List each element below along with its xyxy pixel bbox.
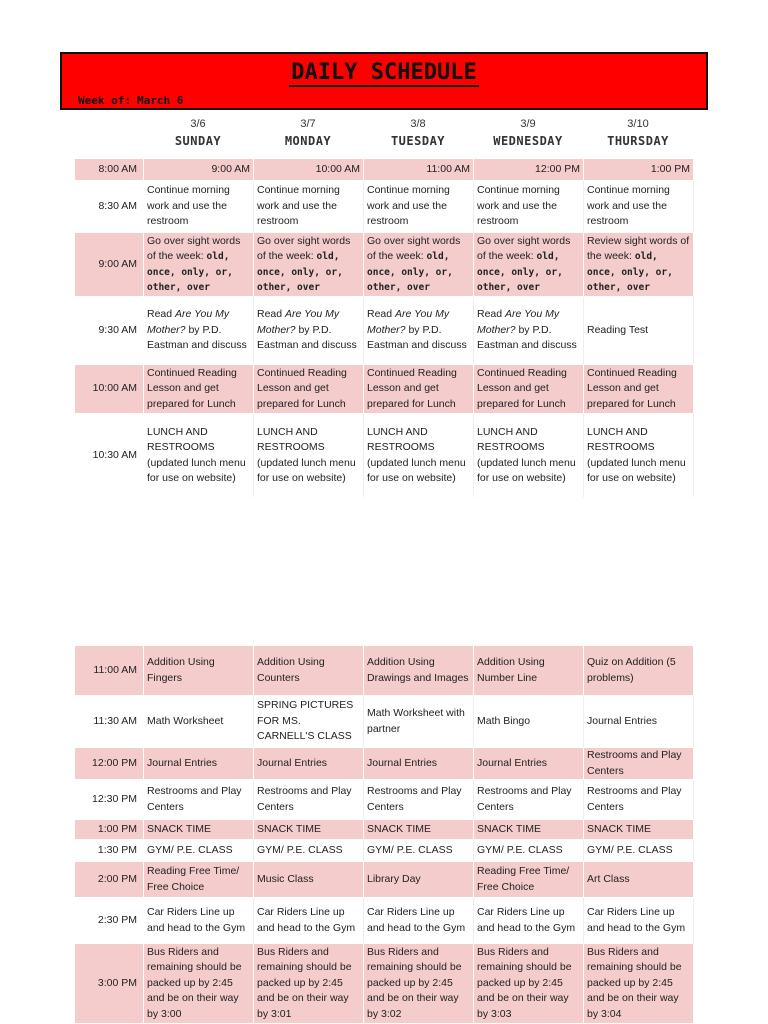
- week-of: [78, 94, 183, 107]
- activity-text: by P.D. Eastman and discuss: [147, 323, 247, 352]
- day-column-header: 3/7 MONDAY: [284, 118, 332, 148]
- time-cell: 12:30 PM: [75, 780, 144, 820]
- activity-cell: Car Riders Line up and head to the Gym: [144, 898, 254, 944]
- activity-cell: Restrooms and Play Centers: [584, 780, 694, 820]
- activity-cell: [474, 297, 584, 365]
- activity-cell: Car Riders Line up and head to the Gym: [364, 898, 474, 944]
- week-of-label: Week of:: [78, 94, 131, 107]
- book-title: Are You My Mother?: [367, 308, 450, 336]
- activity-text: by P.D. Eastman and discuss: [367, 323, 467, 352]
- table-row: [75, 365, 694, 414]
- table-row: [75, 646, 694, 696]
- activity-cell: SPRING PICTURES FOR MS. CARNELL'S CLASS: [254, 696, 364, 748]
- activity-cell: SNACK TIME: [364, 820, 474, 840]
- activity-text: Go over sight words of the week:: [257, 234, 351, 262]
- activity-cell: Journal Entries: [584, 696, 694, 748]
- activity-cell: Bus Riders and remaining should be packed up by 2:45 and be on their way by 3:04: [584, 944, 694, 1024]
- activity-cell: Bus Riders and remaining should be packed up by 2:45 and be on their way by 3:03: [474, 944, 584, 1024]
- time-cell: 9:30 AM: [75, 297, 144, 365]
- activity-cell: Quiz on Addition (5 problems): [584, 646, 694, 696]
- activity-cell: Bus Riders and remaining should be packed up by 2:45 and be on their way by 3:02: [364, 944, 474, 1024]
- table-row: [75, 748, 694, 780]
- time-header-cell: 11:00 AM: [364, 159, 474, 181]
- time-header-cell: 8:00 AM: [75, 159, 144, 181]
- activity-cell: [364, 233, 474, 297]
- activity-cell: LUNCH AND RESTROOMS (updated lunch menu for use on website): [144, 414, 254, 498]
- time-header-row: [75, 159, 694, 181]
- activity-cell: Restrooms and Play Centers: [364, 780, 474, 820]
- activity-cell: Continue morning work and use the restroom: [254, 181, 364, 233]
- sight-words: old, once, only, or, other, over: [587, 251, 673, 293]
- table-row: [75, 181, 694, 233]
- time-cell: 11:30 AM: [75, 696, 144, 748]
- activity-cell: Continued Reading Lesson and get prepared for Lunch: [584, 365, 694, 414]
- activity-text: Read: [257, 308, 283, 321]
- book-title: Are You My Mother?: [147, 308, 230, 336]
- activity-cell: Car Riders Line up and head to the Gym: [254, 898, 364, 944]
- activity-cell: SNACK TIME: [144, 820, 254, 840]
- activity-cell: Restrooms and Play Centers: [144, 780, 254, 820]
- table-row: [75, 233, 694, 297]
- time-cell: 10:30 AM: [75, 414, 144, 498]
- book-title: Are You My Mother?: [257, 308, 340, 336]
- activity-text: Read: [477, 308, 503, 321]
- activity-cell: [364, 297, 474, 365]
- activity-cell: SNACK TIME: [584, 820, 694, 840]
- time-cell: 1:00 PM: [75, 820, 144, 840]
- activity-cell: Journal Entries: [364, 748, 474, 780]
- time-cell: 10:00 AM: [75, 365, 144, 414]
- activity-cell: LUNCH AND RESTROOMS (updated lunch menu for use on website): [364, 414, 474, 498]
- activity-cell: Bus Riders and remaining should be packed up by 2:45 and be on their way by 3:00: [144, 944, 254, 1024]
- activity-cell: Continued Reading Lesson and get prepared for Lunch: [364, 365, 474, 414]
- time-header-cell: 10:00 AM: [254, 159, 364, 181]
- activity-text: Read: [367, 308, 393, 321]
- sight-words: old, once, only, or, other, over: [257, 251, 343, 293]
- activity-text: Go over sight words of the week:: [147, 234, 241, 262]
- time-cell: 3:00 PM: [75, 944, 144, 1024]
- activity-cell: Reading Free Time/ Free Choice: [144, 862, 254, 898]
- activity-text: Go over sight words of the week:: [477, 234, 571, 262]
- activity-cell: Reading Free Time/ Free Choice: [474, 862, 584, 898]
- activity-cell: GYM/ P.E. CLASS: [474, 840, 584, 862]
- activity-text: Read: [147, 308, 173, 321]
- table-row: [75, 297, 694, 365]
- activity-cell: SNACK TIME: [474, 820, 584, 840]
- activity-cell: Music Class: [254, 862, 364, 898]
- time-cell: 8:30 AM: [75, 181, 144, 233]
- activity-cell: Journal Entries: [474, 748, 584, 780]
- activity-cell: Math Bingo: [474, 696, 584, 748]
- time-header-cell: 9:00 AM: [144, 159, 254, 181]
- activity-cell: Journal Entries: [254, 748, 364, 780]
- time-header-cell: 1:00 PM: [584, 159, 694, 181]
- time-cell: 12:00 PM: [75, 748, 144, 780]
- activity-cell: Addition Using Fingers: [144, 646, 254, 696]
- time-cell: 11:00 AM: [75, 646, 144, 696]
- activity-cell: Continue morning work and use the restroom: [364, 181, 474, 233]
- table-row: [75, 414, 694, 498]
- activity-cell: [144, 297, 254, 365]
- table-row: [75, 780, 694, 820]
- time-cell: 2:30 PM: [75, 898, 144, 944]
- activity-cell: LUNCH AND RESTROOMS (updated lunch menu for use on website): [254, 414, 364, 498]
- time-cell: 2:00 PM: [75, 862, 144, 898]
- activity-cell: SNACK TIME: [254, 820, 364, 840]
- activity-cell: Continued Reading Lesson and get prepared for Lunch: [254, 365, 364, 414]
- activity-cell: Journal Entries: [144, 748, 254, 780]
- activity-cell: Restrooms and Play Centers: [584, 748, 694, 780]
- day-column-header: 3/6 SUNDAY: [174, 118, 222, 148]
- week-of-value: March 6: [136, 94, 184, 107]
- activity-cell: Library Day: [364, 862, 474, 898]
- activity-cell: Restrooms and Play Centers: [254, 780, 364, 820]
- activity-text: by P.D. Eastman and discuss: [257, 323, 357, 352]
- afternoon-schedule-table: [74, 645, 694, 1024]
- table-row: [75, 696, 694, 748]
- activity-cell: Reading Test: [584, 297, 694, 365]
- activity-cell: Addition Using Drawings and Images: [364, 646, 474, 696]
- activity-cell: Car Riders Line up and head to the Gym: [584, 898, 694, 944]
- day-column-header: 3/10 THURSDAY: [607, 118, 669, 148]
- time-header-cell: 12:00 PM: [474, 159, 584, 181]
- activity-cell: Car Riders Line up and head to the Gym: [474, 898, 584, 944]
- time-cell: 1:30 PM: [75, 840, 144, 862]
- activity-cell: [584, 233, 694, 297]
- activity-cell: LUNCH AND RESTROOMS (updated lunch menu for use on website): [584, 414, 694, 498]
- sight-words: old, once, only, or, other, over: [367, 251, 453, 293]
- table-row: [75, 898, 694, 944]
- activity-cell: Addition Using Number Line: [474, 646, 584, 696]
- day-column-header: 3/9 WEDNESDAY: [493, 118, 563, 148]
- activity-cell: Math Worksheet with partner: [364, 696, 474, 748]
- activity-cell: Continue morning work and use the restroom: [474, 181, 584, 233]
- activity-cell: Math Worksheet: [144, 696, 254, 748]
- activity-cell: Art Class: [584, 862, 694, 898]
- activity-text: by P.D. Eastman and discuss: [477, 323, 577, 352]
- sight-words: old, once, only, or, other, over: [147, 251, 233, 293]
- day-column-header: 3/8 TUESDAY: [390, 118, 446, 148]
- activity-cell: GYM/ P.E. CLASS: [584, 840, 694, 862]
- activity-cell: Addition Using Counters: [254, 646, 364, 696]
- activity-cell: GYM/ P.E. CLASS: [144, 840, 254, 862]
- page-title: DAILY SCHEDULE: [291, 60, 477, 85]
- activity-cell: LUNCH AND RESTROOMS (updated lunch menu for use on website): [474, 414, 584, 498]
- morning-schedule-table: [74, 158, 694, 498]
- book-title: Are You My Mother?: [477, 308, 560, 336]
- schedule-header: [60, 52, 708, 110]
- sight-words: old, once, only, or, other, over: [477, 251, 563, 293]
- activity-cell: GYM/ P.E. CLASS: [254, 840, 364, 862]
- table-row: [75, 840, 694, 862]
- activity-cell: Continued Reading Lesson and get prepared for Lunch: [144, 365, 254, 414]
- table-row: [75, 820, 694, 840]
- activity-cell: Bus Riders and remaining should be packed up by 2:45 and be on their way by 3:01: [254, 944, 364, 1024]
- activity-cell: [474, 233, 584, 297]
- activity-cell: Continued Reading Lesson and get prepared for Lunch: [474, 365, 584, 414]
- activity-cell: Continue morning work and use the restroom: [144, 181, 254, 233]
- activity-cell: Restrooms and Play Centers: [474, 780, 584, 820]
- activity-text: Go over sight words of the week:: [367, 234, 461, 262]
- activity-text: Review sight words of the week:: [587, 234, 690, 262]
- activity-cell: [254, 233, 364, 297]
- activity-cell: Continue morning work and use the restroom: [584, 181, 694, 233]
- table-row: [75, 862, 694, 898]
- time-cell: 9:00 AM: [75, 233, 144, 297]
- activity-cell: [254, 297, 364, 365]
- activity-cell: GYM/ P.E. CLASS: [364, 840, 474, 862]
- table-row: [75, 944, 694, 1024]
- activity-cell: [144, 233, 254, 297]
